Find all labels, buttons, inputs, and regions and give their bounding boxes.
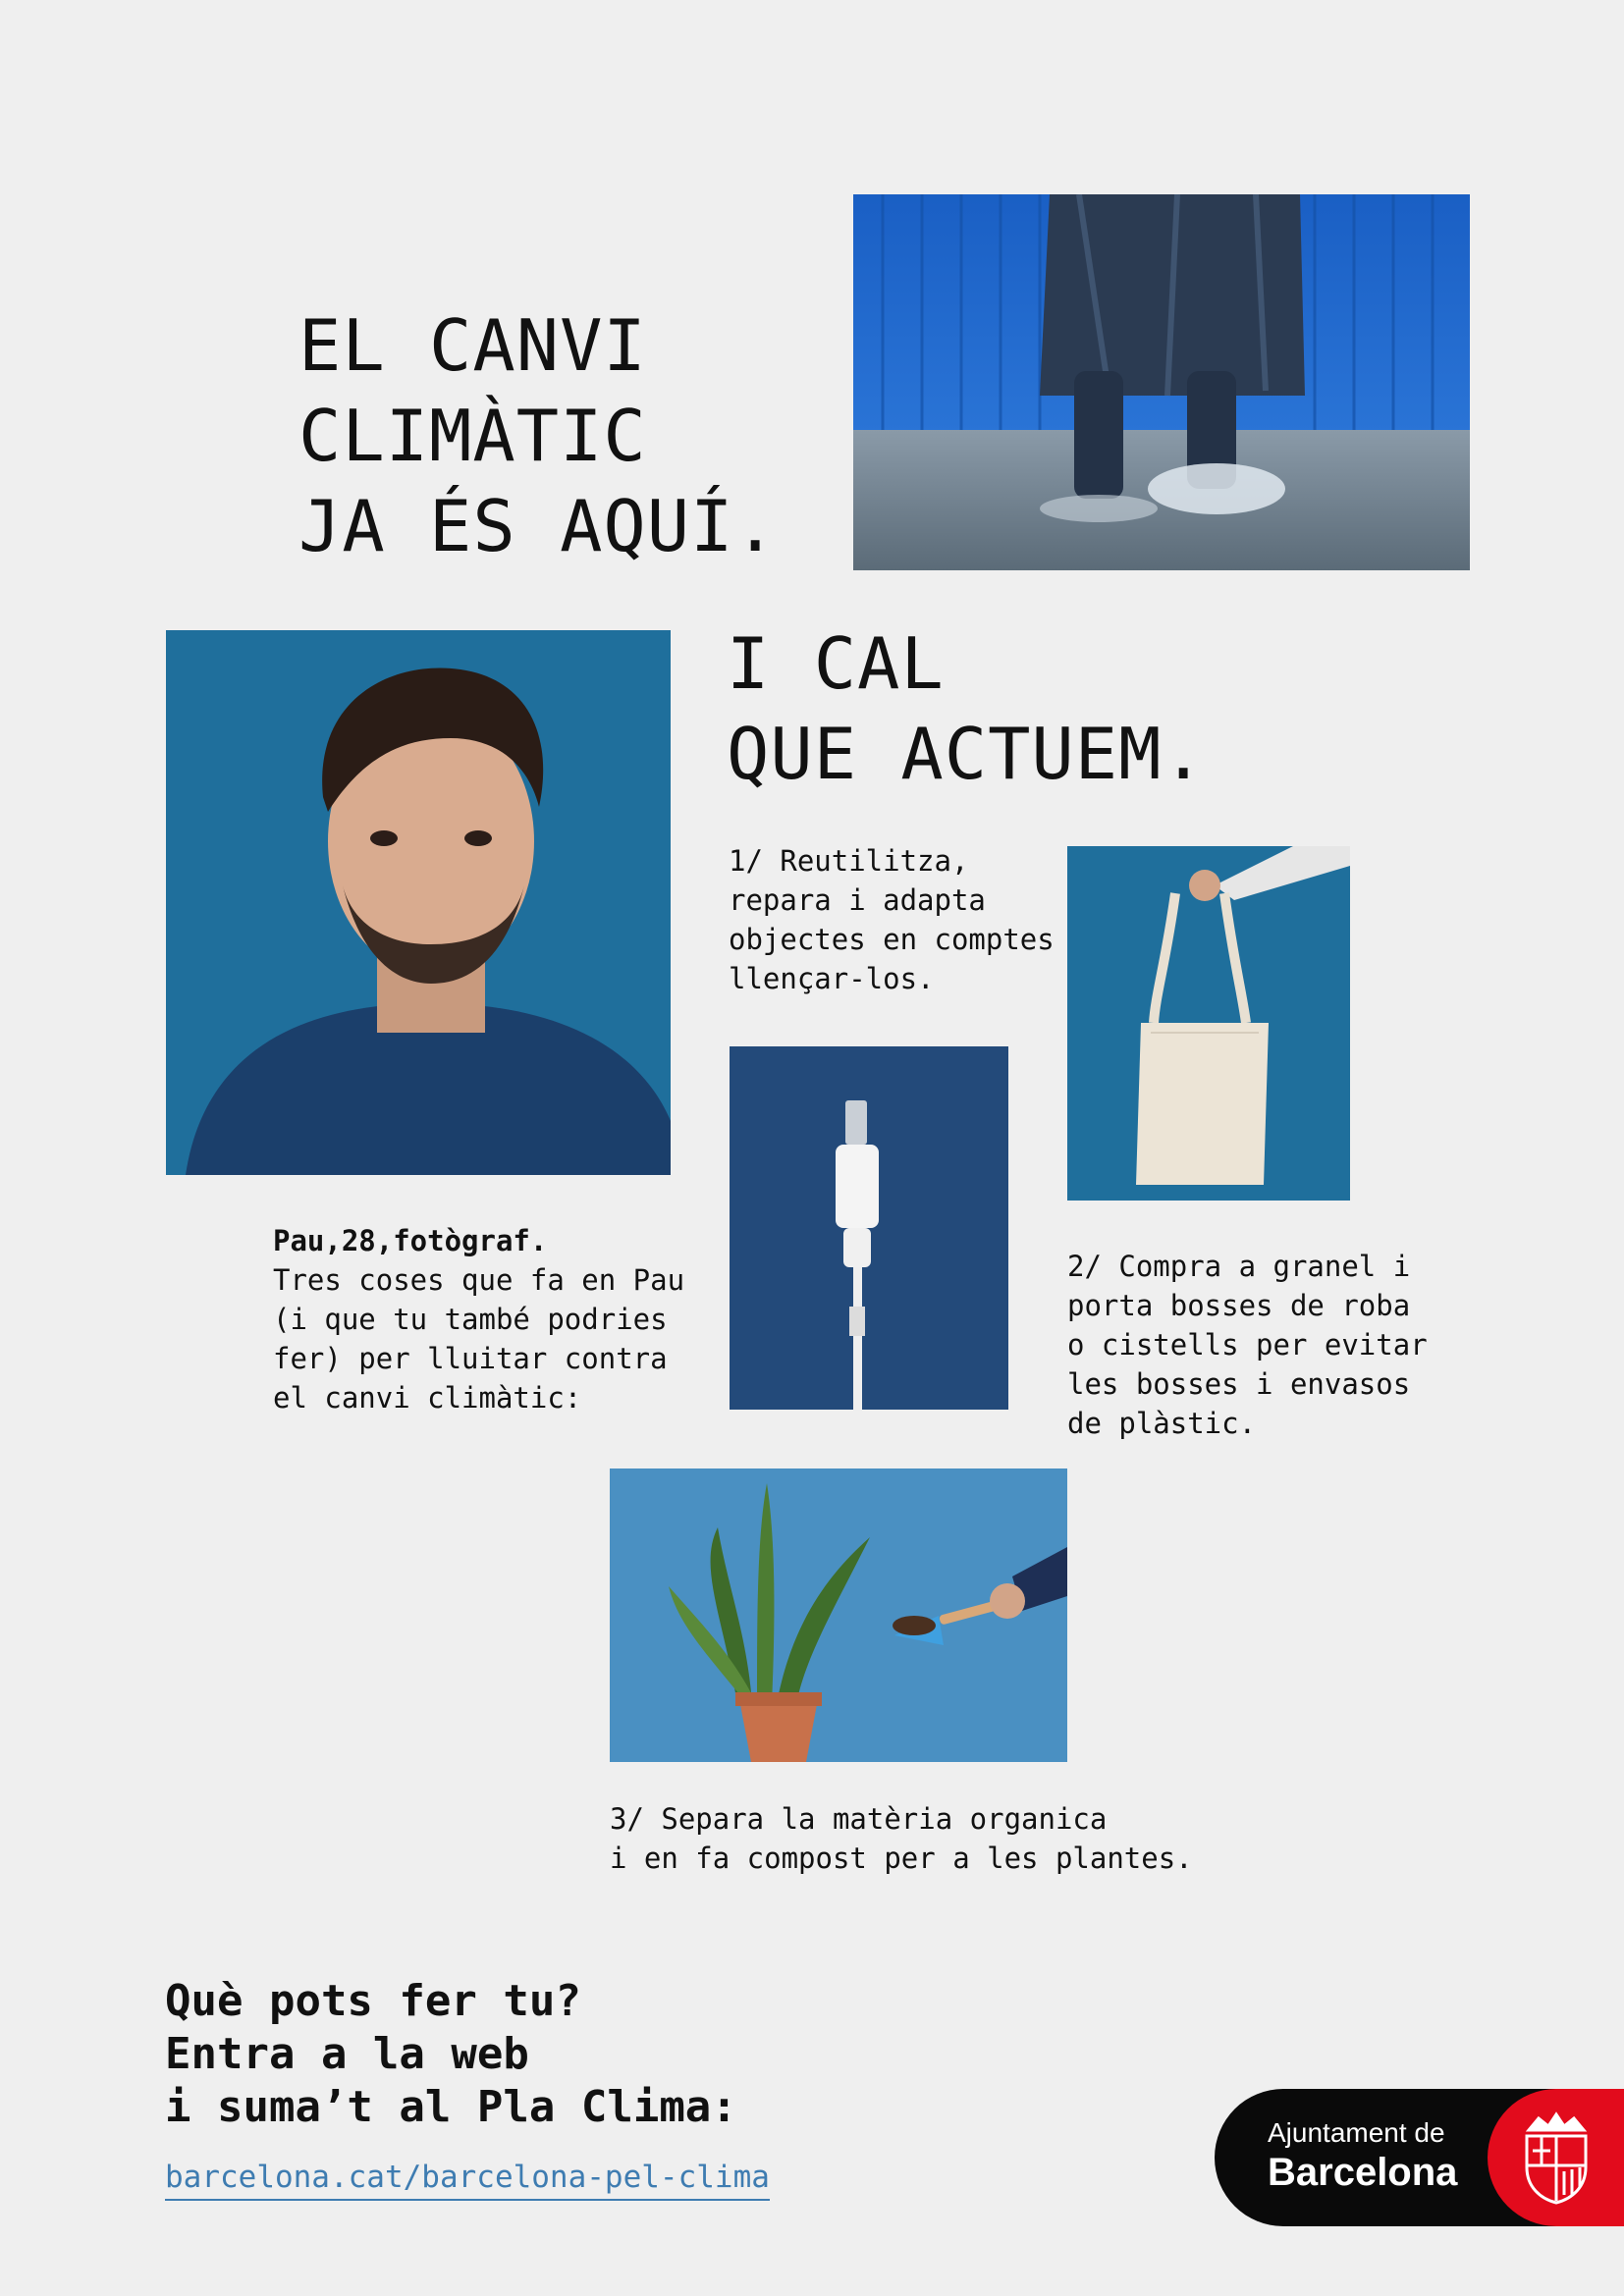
headline-line-2: CLIMÀTIC xyxy=(298,395,647,477)
rain-boots-photo xyxy=(853,194,1470,570)
person-intro-line: Tres coses que fa en Pau xyxy=(273,1263,685,1297)
cta-line-2: Entra a la web xyxy=(165,2029,529,2079)
logo-line-1: Ajuntament de xyxy=(1268,2117,1445,2148)
person-intro-line: fer) per lluitar contra xyxy=(273,1342,668,1375)
tip-1-line: repara i adapta xyxy=(729,883,986,917)
main-headline xyxy=(298,300,778,571)
tip-2-text xyxy=(1067,1247,1428,1443)
person-intro xyxy=(273,1221,684,1417)
cta-line-3: i suma’t al Pla Clima: xyxy=(165,2082,737,2132)
headline-line-1: EL CANVI xyxy=(298,304,647,387)
tip-2-line: les bosses i envasos xyxy=(1067,1367,1411,1401)
subheadline-line-2: QUE ACTUEM. xyxy=(727,713,1206,795)
barcelona-coat-of-arms-icon xyxy=(1509,2109,1603,2207)
pla-clima-link[interactable]: barcelona.cat/barcelona-pel-clima xyxy=(165,2160,770,2201)
tip-1-line: llençar-los. xyxy=(729,962,935,995)
plant-compost-photo xyxy=(610,1468,1067,1762)
logo-red-badge xyxy=(1488,2089,1624,2226)
tip-1-line: 1/ Reutilitza, xyxy=(729,844,969,878)
tote-bag-photo xyxy=(1067,846,1350,1201)
tip-2-line: de plàstic. xyxy=(1067,1407,1257,1440)
headline-line-3: JA ÉS AQUÍ. xyxy=(298,485,778,567)
person-intro-line: (i que tu també podries xyxy=(273,1303,668,1336)
tip-1-line: objectes en comptes xyxy=(729,923,1055,956)
sub-headline xyxy=(727,618,1206,799)
logo-line-2: Barcelona xyxy=(1268,2151,1458,2194)
tip-3-text xyxy=(610,1799,1193,1878)
tip-1-text xyxy=(729,841,1055,998)
logo-text xyxy=(1268,2116,1457,2195)
person-intro-line: el canvi climàtic: xyxy=(273,1381,582,1415)
call-to-action xyxy=(165,1975,737,2134)
tip-2-line: o cistells per evitar xyxy=(1067,1328,1428,1362)
cta-line-1: Què pots fer tu? xyxy=(165,1976,581,2026)
tip-3-line: 3/ Separa la matèria organica xyxy=(610,1802,1108,1836)
tip-2-line: 2/ Compra a granel i xyxy=(1067,1250,1411,1283)
tip-2-line: porta bosses de roba xyxy=(1067,1289,1411,1322)
portrait-photo xyxy=(166,630,671,1175)
charger-cable-photo xyxy=(730,1046,1008,1410)
person-name: Pau,28,fotògraf. xyxy=(273,1224,548,1257)
tip-3-line: i en fa compost per a les plantes. xyxy=(610,1842,1193,1875)
ajuntament-barcelona-logo xyxy=(1215,2089,1624,2226)
subheadline-line-1: I CAL xyxy=(727,622,945,705)
